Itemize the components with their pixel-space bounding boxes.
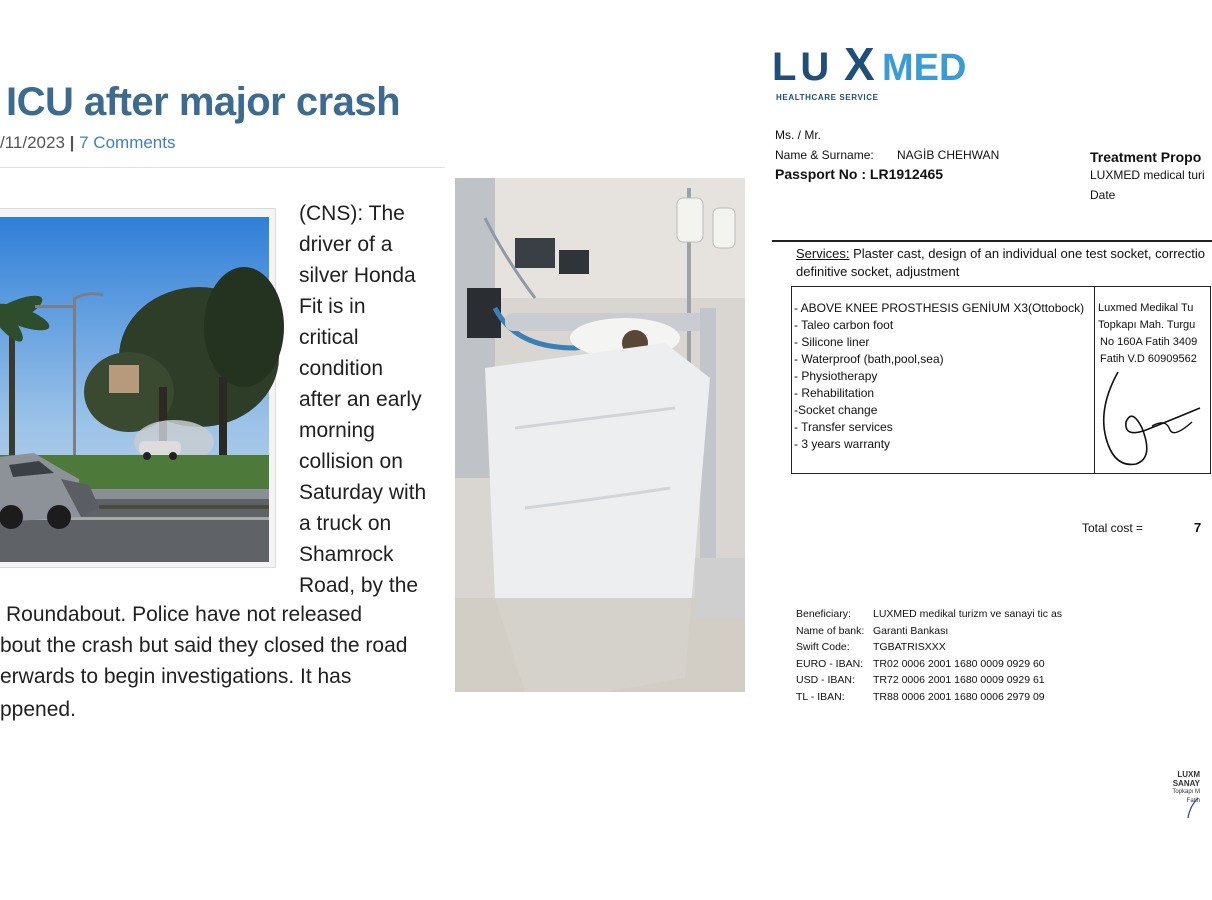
article-meta — [0, 133, 176, 153]
stamp-signature-mark — [1184, 796, 1200, 820]
stamp-line: Topkapı M — [1172, 789, 1200, 795]
service-item: - Taleo carbon foot — [794, 318, 894, 332]
service-item: - Transfer services — [794, 420, 893, 434]
article-date: /11/2023 — [0, 133, 65, 152]
logo-tagline: HEALTHCARE SERVICE — [776, 93, 879, 102]
salutation: Ms. / Mr. — [775, 128, 821, 142]
crash-scene-photo — [0, 208, 276, 568]
bank-label: EURO - IBAN: — [796, 657, 864, 670]
bank-label: Swift Code: — [796, 641, 850, 653]
article-text-line: (CNS): The — [299, 202, 405, 225]
company-line: Luxmed Medikal Tu — [1098, 302, 1194, 314]
bank-row-tl-iban — [796, 689, 1062, 706]
total-cost-label: Total cost = — [1082, 521, 1144, 535]
bank-value: LUXMED medikal turizm ve sanayi tic as — [873, 608, 1063, 620]
article-text-line: driver of a — [299, 233, 393, 256]
service-item: - ABOVE KNEE PROSTHESIS GENİUM X3(Ottobock) — [794, 301, 1085, 315]
article-text-line: Road, by the — [299, 574, 419, 597]
bank-label: Name of bank: — [796, 624, 865, 637]
article-text-line: after an early — [299, 388, 422, 411]
logo-text-med: MED — [882, 47, 967, 89]
bank-details — [796, 606, 1062, 705]
bank-label: TL - IBAN: — [796, 690, 845, 703]
proposal-company: LUXMED medical turi — [1090, 168, 1205, 182]
bank-label: Beneficiary: — [796, 608, 851, 620]
company-address — [1098, 300, 1197, 368]
article-text-line: Fit is in — [299, 295, 366, 318]
service-item: - Rehabilitation — [794, 386, 875, 400]
passport-number: Passport No : LR1912465 — [775, 166, 944, 182]
article-text-line: bout the crash but said they closed the road — [0, 634, 408, 657]
services-label: Services: — [796, 246, 850, 261]
article-text-line: erwards to begin investigations. It has — [0, 665, 352, 688]
bank-value: Garanti Bankası — [873, 624, 949, 637]
article-text-line: ppened. — [0, 698, 76, 721]
divider — [0, 167, 445, 168]
company-line: No 160A Fatih 3409 — [1100, 336, 1198, 348]
hospital-bed-photo — [455, 178, 745, 692]
company-line: Fatih V.D 60909562 — [1100, 353, 1197, 365]
services-list — [794, 300, 1084, 453]
crash-scene-illustration — [0, 217, 269, 562]
proposal-title: Treatment Propo — [1090, 149, 1202, 165]
bank-value: TR88 0006 2001 1680 0006 2979 09 — [873, 690, 1045, 703]
hospital-bed-illustration — [455, 178, 745, 692]
meta-separator: | — [64, 133, 80, 152]
article-text-line: collision on — [299, 450, 403, 473]
bank-value: TR72 0006 2001 1680 0009 0929 61 — [873, 674, 1045, 686]
service-item: - Silicone liner — [794, 335, 870, 349]
services-text: Plaster cast, design of an individual one test socket, correctio — [849, 246, 1205, 261]
article-title: ICU after major crash — [6, 80, 401, 124]
article-text-line: Saturday with — [299, 481, 427, 504]
stamp-line: Fatih — [1186, 798, 1200, 804]
article-body-column — [299, 198, 449, 601]
services-text-continued: definitive socket, adjustment — [796, 264, 960, 279]
name-value: NAGİB CHEHWAN — [897, 148, 1000, 162]
bank-row-usd-iban — [796, 672, 1062, 689]
article-text-line: morning — [299, 419, 375, 442]
signature-scribble — [1096, 368, 1200, 472]
bank-row-bank-name — [796, 623, 1062, 640]
stamp-line: LUXM — [1177, 770, 1200, 779]
logo-text-x: X — [844, 38, 875, 90]
article-text-line: condition — [299, 357, 384, 380]
bank-row-swift — [796, 639, 1062, 656]
article-text-line: Roundabout. Police have not released — [6, 603, 363, 626]
bank-row-beneficiary — [796, 606, 1062, 623]
bank-label: USD - IBAN: — [796, 674, 855, 686]
services-description — [796, 246, 1205, 261]
bank-value: TR02 0006 2001 1680 0009 0929 60 — [873, 657, 1045, 670]
service-item: - 3 years warranty — [794, 437, 891, 451]
total-cost-value: 7 — [1194, 520, 1202, 535]
logo-text-lu: LU — [772, 45, 834, 89]
service-item: -Socket change — [794, 403, 878, 417]
article-text-line: a truck on — [299, 512, 392, 535]
table-divider — [1094, 286, 1095, 474]
company-line: Topkapı Mah. Turgu — [1098, 319, 1196, 331]
service-item: - Waterproof (bath,pool,sea) — [794, 352, 944, 366]
name-label: Name & Surname: — [775, 148, 874, 162]
comments-link[interactable]: 7 Comments — [79, 133, 176, 152]
bank-value: TGBATRISXXX — [873, 641, 946, 653]
stamp-line: SANAY — [1172, 779, 1200, 788]
divider — [772, 240, 1212, 242]
article-text-line: critical — [299, 326, 359, 349]
proposal-date-label: Date — [1090, 188, 1116, 202]
article-text-line: Shamrock — [299, 543, 394, 566]
bank-row-euro-iban — [796, 656, 1062, 673]
article-text-line: silver Honda — [299, 264, 416, 287]
service-item: - Physiotherapy — [794, 369, 878, 383]
